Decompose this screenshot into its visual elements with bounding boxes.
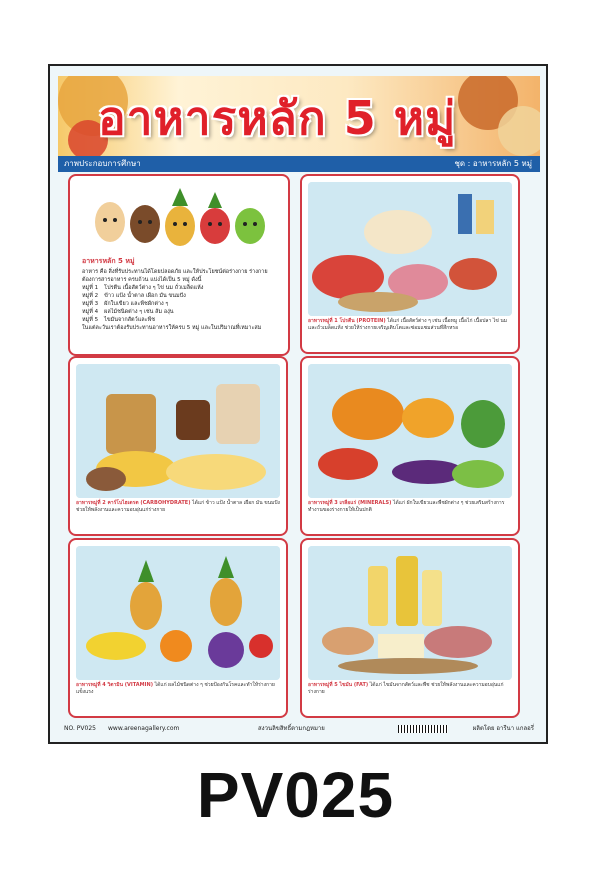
group-label: หมู่ที่ 1 [82, 285, 99, 291]
caption-title: อาหารหมู่ที่ 4 วิตามิน (VITAMIN) [76, 682, 153, 688]
panel-carbohydrate [68, 356, 288, 536]
caption-text: ได้แก่ ไขมันจากสัตว์และพืช ช่วยให้พลังงานและความอบอุ่นแก่ร่างกาย [308, 682, 504, 695]
group-row [82, 308, 278, 316]
group-text: ผลไม้ชนิดต่าง ๆ เช่น ส้ม องุ่น [104, 309, 174, 315]
caption-text: ได้แก่ เนื้อสัตว์ต่าง ๆ เช่น เนื้อหมู เนื้อไก่ เนื้อปลา ไข่ นม และถั่วเมล็ดแห้ง ช่วยให้ร่างกายเจริญเติบโตและซ่อมแซมส่วนที่สึกหรอ [308, 318, 508, 331]
poster-banner [58, 76, 540, 156]
poster-footer [58, 722, 540, 736]
group-label: หมู่ที่ 5 [82, 317, 99, 323]
panel-vitamin [68, 538, 288, 718]
caption-text: ได้แก่ ข้าว แป้ง น้ำตาล เผือก มัน ขนมปัง ช่วยให้พลังงานและความอบอุ่นแก่ร่างกาย [76, 500, 280, 513]
footer-publisher: ผลิตโดย อารีนา แกลอรี่ [472, 725, 534, 732]
group-label: หมู่ที่ 3 [82, 301, 99, 307]
subheader-right: ชุด : อาหารหลัก 5 หมู่ [454, 159, 532, 168]
panel-protein [300, 174, 520, 354]
vegetables-illustration [308, 364, 512, 498]
food-characters-illustration [90, 186, 270, 250]
panel-caption [76, 682, 280, 696]
intro-title: อาหารหลัก 5 หมู่ [82, 257, 135, 265]
footer-rights: สงวนลิขสิทธิ์ตามกฎหมาย [258, 725, 325, 732]
group-row [82, 292, 278, 300]
fruits-illustration [76, 546, 280, 680]
caption-text: ได้แก่ ผักใบเขียวและพืชผักต่าง ๆ ช่วยเสริมสร้างการทำงานของร่างกายให้เป็นปกติ [308, 500, 505, 513]
caption-title: อาหารหมู่ที่ 1 โปรตีน (PROTEIN) [308, 318, 386, 324]
group-text: ไขมันจากสัตว์และพืช [104, 317, 155, 323]
footer-code: NO. PV025 [64, 725, 96, 732]
group-row [82, 300, 278, 308]
carbohydrate-foods-illustration [76, 364, 280, 498]
panel-caption [308, 500, 512, 514]
fats-illustration [308, 546, 512, 680]
caption-title: อาหารหมู่ที่ 2 คาร์โบไฮเดรต (CARBOHYDRATE) [76, 500, 191, 506]
panel-caption [76, 500, 280, 514]
caption-text: ได้แก่ ผลไม้ชนิดต่าง ๆ ช่วยป้องกันโรคและทำให้ร่างกายแข็งแรง [76, 682, 275, 695]
caption-title: อาหารหมู่ที่ 5 ไขมัน (FAT) [308, 682, 369, 688]
poster-subheader [58, 156, 540, 172]
poster [48, 64, 548, 744]
protein-foods-illustration [308, 182, 512, 316]
panel-caption [308, 682, 512, 696]
footer-website: www.areenagallery.com [108, 725, 180, 732]
group-text: ข้าว แป้ง น้ำตาล เผือก มัน ขนมปัง [104, 293, 186, 299]
group-row [82, 316, 278, 324]
intro-closing: ในแต่ละวันเราต้องรับประทานอาหารให้ครบ 5 หมู่ และในปริมาณที่เหมาะสม [82, 325, 262, 331]
group-text: โปรตีน เนื้อสัตว์ต่าง ๆ ไข่ นม ถั่วเมล็ดแห้ง [104, 285, 204, 291]
group-row [82, 284, 278, 292]
group-text: ผักใบเขียว และพืชผักต่าง ๆ [104, 301, 169, 307]
group-label: หมู่ที่ 2 [82, 293, 99, 299]
panel-fat [300, 538, 520, 718]
poster-title: อาหารหลัก 5 หมู่ [98, 91, 457, 145]
group-label: หมู่ที่ 4 [82, 309, 99, 315]
caption-title: อาหารหมู่ที่ 3 เกลือแร่ (MINERALS) [308, 500, 392, 506]
product-code: PV025 [196, 759, 395, 831]
intro-lead: อาหาร คือ สิ่งที่รับประทานได้โดยปลอดภัย และให้ประโยชน์ต่อร่างกาย ร่างกายต้องการสารอาหาร ครบถ้วน แบ่งได้เป็น 5 หมู่ ดังนี้ [82, 269, 268, 283]
food-decoration [498, 106, 540, 156]
subheader-left: ภาพประกอบการศึกษา [64, 159, 141, 168]
panel-caption [308, 318, 512, 332]
barcode [398, 725, 448, 733]
intro-body [82, 268, 278, 332]
intro-panel [68, 174, 290, 356]
panel-minerals [300, 356, 520, 536]
